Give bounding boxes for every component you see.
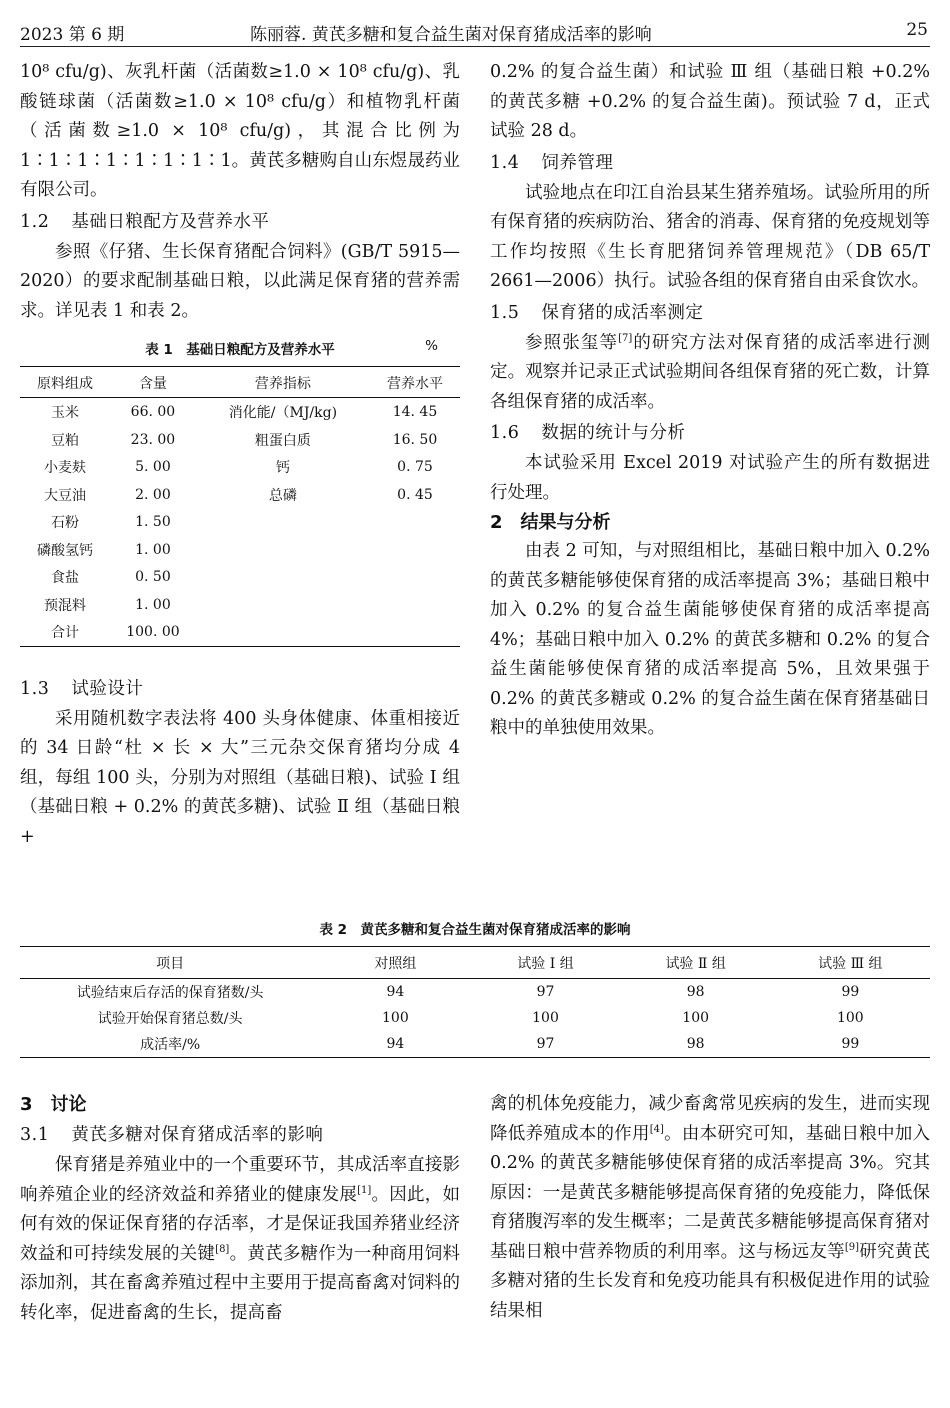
section-number: 1.5 [490, 302, 520, 323]
section-number: 3.1 [20, 1125, 50, 1145]
table-1-title: 表 1 基础日粮配方及营养水平 [145, 342, 335, 358]
text-run: 。因此，如何有效的保证保育猪的存活率，才是保证我国养猪业经济效益和可持续发展的关键 [20, 1184, 461, 1264]
table-row [20, 536, 460, 564]
section-1-4-body: 试验地点在印江自治县某生猪养殖场。试验所用的所有保育猪的疾病防治、猪舍的消毒、保育猪的免疫规划等工作均按照《生长育肥猪饲养管理规范》（DB 65/T 2661—2006）执行。试验各组的保育猪自由采食饮水。 [490, 182, 930, 291]
citation-ref[interactable]: [1] [357, 1184, 372, 1196]
table-cell: 食盐 [51, 570, 79, 587]
section-3-1-heading [20, 1121, 460, 1150]
table-2-header-cell: 试验 Ⅲ 组 [771, 947, 930, 979]
table-2-caption: 表 2 黄芪多糖和复合益生菌对保育猪成活率的影响 [319, 922, 631, 938]
table-cell [196, 536, 370, 564]
section-1-6-body: 本试验采用 Excel 2019 对试验产生的所有数据进行处理。 [490, 453, 930, 503]
text-run: 的研究方法对保育猪的成活率进行测定。观察并记录正式试验期间各组保育猪的死亡数，计算各组保育猪的成活率。 [490, 332, 931, 412]
table-cell [370, 536, 460, 564]
bottom-left-column [20, 1090, 460, 1328]
table-cell: 1. 00 [135, 596, 171, 613]
table-cell: 66. 00 [130, 404, 176, 421]
text-run: 。黄芪多糖作为一种商用饲料添加剂，其在畜禽养殖过程中主要用于提高畜禽对饲料的转化率，促进畜禽的生长，提高畜 [20, 1243, 460, 1323]
text-run: 参照张玺等 [525, 332, 619, 353]
table-cell: 玉米 [51, 405, 79, 422]
table-cell: 98 [686, 1036, 705, 1052]
section-3-heading [20, 1090, 460, 1119]
table-cell: 100 [836, 1010, 864, 1026]
table-cell [196, 563, 370, 591]
table-2-header-cell: 对照组 [320, 947, 470, 979]
table-cell [196, 591, 370, 619]
section-title: 结果与分析 [520, 512, 611, 533]
section-number: 1.4 [490, 152, 520, 173]
section-title: 黄芪多糖对保育猪成活率的影响 [71, 1125, 324, 1145]
table-2-header-cell: 试验 Ⅰ 组 [470, 947, 620, 979]
section-1-2-body: 参照《仔猪、生长保育猪配合饲料》(GB/T 5915—2020）的要求配制基础日粮，以此满足保育猪的营养需求。详见表 1 和表 2。 [20, 241, 460, 321]
table-1-header-row [20, 367, 460, 398]
right-column [490, 58, 930, 744]
table-cell: 0. 45 [397, 486, 433, 503]
table-2-header-row [20, 947, 930, 979]
citation-ref[interactable]: [4] [649, 1123, 664, 1135]
table-cell: 0. 75 [397, 459, 433, 476]
bottom-right-column [490, 1090, 930, 1326]
section-1-3-heading [20, 675, 460, 704]
section-1-6-heading [490, 419, 930, 448]
text-run: 保育猪是养殖业中的一个重要环节，其成活率直接影响养殖企业的经济效益和养猪业的健康发展 [20, 1155, 460, 1205]
table-2-header-cell: 试验 Ⅱ 组 [621, 947, 771, 979]
table-cell: 钙 [275, 460, 290, 477]
section-1-5-body [490, 329, 930, 418]
table-cell: 23. 00 [130, 431, 176, 448]
text-run: 。由本研究可知，基础日粮中加入 0.2% 的黄芪多糖能够使保育猪的成活率提高 3%。究其原因：一是黄芪多糖能够提高保育猪的免疫能力，降低保育猪腹泻率的发生概率；二是黄芪多糖能够提高保育猪对基础日粮中营养物质的利用率。这与杨远友等 [490, 1123, 931, 1262]
table-cell: 5. 00 [135, 459, 171, 476]
section-title: 数据的统计与分析 [541, 423, 686, 443]
table-1-unit: % [425, 338, 438, 354]
section-title: 保育猪的成活率测定 [541, 302, 704, 323]
section-title: 基础日粮配方及营养水平 [71, 211, 270, 232]
table-row [20, 426, 460, 454]
table-cell: 试验结束后存活的保育猪数/头 [76, 985, 264, 1001]
table-1-header-cell: 营养水平 [370, 367, 460, 398]
table-cell [196, 508, 370, 536]
table-cell: 99 [841, 984, 860, 1000]
table-row [20, 508, 460, 536]
left-column [20, 58, 460, 852]
table-cell: 成活率/% [140, 1037, 201, 1053]
citation-ref[interactable]: [8] [215, 1243, 230, 1255]
table-cell: 94 [386, 984, 405, 1000]
table-1-header-cell: 营养指标 [196, 367, 370, 398]
section-title: 试验设计 [71, 678, 144, 699]
table-cell: 16. 50 [392, 431, 438, 448]
table-cell: 粗蛋白质 [254, 432, 311, 449]
table-cell: 磷酸氢钙 [37, 542, 93, 559]
table-cell: 大豆油 [44, 487, 86, 504]
table-cell: 预混料 [44, 597, 86, 614]
section-1-3-body: 采用随机数字表法将 400 头身体健康、体重相接近的 34 日龄“杜 × 长 × 大”三元杂交保育猪均分成 4 组，每组 100 头，分别为对照组（基础日粮)、试验 Ⅰ 组（基础日粮 + 0.2% 的黄芪多糖)、试验 Ⅱ 组（基础日粮 + [20, 708, 460, 847]
text-run: 禽的机体免疫能力，减少畜禽常见疾病的发生，进而实现降低养殖成本的作用 [490, 1094, 930, 1144]
table-1 [20, 366, 460, 647]
section-title: 讨论 [50, 1094, 87, 1115]
table-cell: 石粉 [51, 515, 79, 532]
table-cell [370, 618, 460, 646]
table-cell: 消化能/（MJ/kg) [228, 405, 338, 422]
section-number: 1.2 [20, 211, 50, 232]
section-3-1-continued [490, 1090, 930, 1326]
table-cell: 100 [682, 1010, 710, 1026]
table-cell: 14. 45 [392, 404, 438, 421]
table-cell: 小麦麸 [44, 460, 86, 477]
section-1-4-heading [490, 149, 930, 178]
continued-paragraph: 0.2% 的复合益生菌）和试验 Ⅲ 组（基础日粮 +0.2% 的黄芪多糖 +0.2% 的复合益生菌)。预试验 7 d，正式试验 28 d。 [490, 62, 930, 141]
page-number: 25 [906, 20, 928, 40]
table-cell: 100. 00 [126, 624, 180, 641]
table-cell: 2. 00 [135, 486, 171, 503]
table-cell [370, 591, 460, 619]
table-row [20, 1031, 930, 1058]
table-row [20, 563, 460, 591]
table-row [20, 398, 460, 426]
running-header [20, 16, 930, 47]
section-number: 1.6 [490, 423, 520, 443]
section-number: 2 [490, 512, 503, 533]
table-1-caption [20, 338, 460, 358]
table-2-header-cell: 项目 [20, 947, 320, 979]
table-cell: 100 [532, 1010, 559, 1026]
section-3-1-body [20, 1151, 460, 1328]
table-cell: 合计 [51, 625, 79, 642]
section-2-heading [490, 508, 930, 537]
text-run: 研究黄芪多糖对猪的生长发育和免疫功能具有积极促进作用的试验结果相 [490, 1241, 931, 1321]
table-1-header-cell: 含量 [110, 367, 196, 398]
table-cell: 97 [536, 1036, 555, 1052]
table-cell: 1. 50 [135, 514, 171, 531]
table-row [20, 453, 460, 481]
table-row [20, 979, 930, 1006]
table-2-body [20, 979, 930, 1058]
table-1-header-cell: 原料组成 [20, 367, 110, 398]
table-2 [20, 946, 930, 1058]
section-title: 饲养管理 [541, 152, 614, 173]
table-cell: 98 [686, 984, 705, 1000]
section-1-5-heading [490, 299, 930, 328]
section-number: 1.3 [20, 678, 50, 699]
table-row [20, 1005, 930, 1031]
table-cell: 试验开始保育猪总数/头 [97, 1011, 243, 1027]
table-cell: 100 [382, 1010, 409, 1026]
table-cell: 0. 50 [135, 569, 171, 586]
table-cell [370, 563, 460, 591]
table-2-block [20, 918, 930, 1058]
table-row [20, 481, 460, 509]
table-cell: 94 [386, 1036, 405, 1052]
article-running-title: 陈丽蓉. 黄芪多糖和复合益生菌对保育猪成活率的影响 [250, 25, 652, 45]
citation-ref[interactable]: [7] [618, 332, 633, 344]
table-row [20, 618, 460, 646]
citation-ref[interactable]: [9] [844, 1241, 860, 1253]
table-cell [196, 618, 370, 646]
section-2-body: 由表 2 可知，与对照组相比，基础日粮中加入 0.2% 的黄芪多糖能够使保育猪的成活率提高 3%；基础日粮中加入 0.2% 的复合益生菌能够使保育猪的成活率提高 4%；基础日粮中加入 0.2% 的黄芪多糖和 0.2% 的复合益生菌能够使保育猪的成活率提高 5%，且效果强于 0.2% 的黄芪多糖或 0.2% 的复合益生菌在保育猪基础日粮中的单独使用效果。 [490, 541, 930, 738]
table-cell: 97 [536, 984, 555, 1000]
table-cell: 1. 00 [135, 541, 171, 558]
issue-label: 2023 第 6 期 [20, 25, 125, 45]
section-1-2-heading [20, 208, 460, 237]
table-1-body [20, 398, 460, 647]
table-cell: 总磷 [268, 487, 297, 504]
table-cell: 豆粕 [51, 432, 79, 449]
table-cell: 99 [841, 1036, 860, 1052]
table-cell [370, 508, 460, 536]
section-number: 3 [20, 1094, 33, 1115]
intro-paragraph: 10⁸ cfu/g)、灰乳杆菌（活菌数≥1.0 × 10⁸ cfu/g)、乳酸链球菌（活菌数≥1.0 × 10⁸ cfu/g）和植物乳杆菌（活菌数≥1.0 × 10⁸ cfu/g)，其混合比例为 1∶1∶1∶1∶1∶1∶1∶1。黄芪多糖购自山东煜晟药业有限公司。 [20, 62, 460, 200]
table-row [20, 591, 460, 619]
